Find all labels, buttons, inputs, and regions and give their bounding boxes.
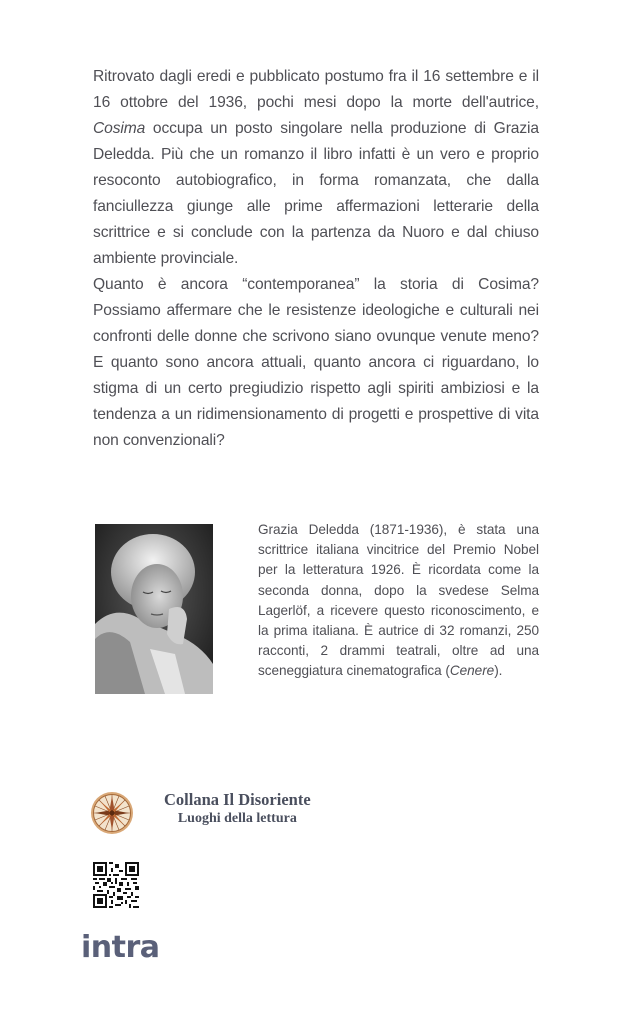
publisher-logo: intra	[81, 930, 160, 965]
series-subtitle: Luoghi della lettura	[177, 811, 297, 826]
blurb	[93, 64, 539, 454]
series-info	[164, 790, 311, 828]
author-bio: Grazia Deledda (1871-1936), è stata una scrittrice italiana vincitrice del Premio Nobel per la letteratura 1926. È ricordata come la seconda donna, dopo la svedese Selma Lagerlöf, a ricevere questo riconoscimento, e la prima italiana. È autrice di 32 romanzi, 250 racconti, 2 drammi teatrali, oltre ad una sceneggiatura cinematografica (Cenere).	[258, 522, 539, 679]
blurb-paragraph-2: Quanto è ancora “contemporanea” la storia di Cosima? Possiamo affermare che le resistenze ideologiche e culturali nei confronti delle donne che scrivono siano ovunque venute meno? E quanto sono ancora attuali, quanto ancora ci riguardano, lo stigma di un certo pregiudizio rispetto agli spiriti ambiziosi e la tendenza a un ridimensionamento di progetti e prospettive di vita non convenzionali?	[93, 276, 539, 449]
compass-rose-icon	[90, 791, 134, 835]
author-photo	[95, 524, 213, 694]
blurb-paragraph-1: Ritrovato dagli eredi e pubblicato postumo fra il 16 settembre e il 16 ottobre del 1936, pochi mesi dopo la morte dell'autrice, Cosima occupa un posto singolare nella produzione di Grazia Deledda. Più che un romanzo il libro infatti è un vero e proprio resoconto autobiografico, in forma romanzata, che dalla fanciullezza giunge alle prime affermazioni letterarie della scrittrice e si conclude con la partenza da Nuoro e dal chiuso ambiente provinciale.	[93, 68, 539, 267]
book-title: Cosima	[93, 120, 146, 137]
series-title: Collana Il Disoriente	[164, 790, 311, 809]
film-title: Cenere	[449, 663, 495, 679]
qr-code-icon[interactable]	[93, 862, 139, 908]
